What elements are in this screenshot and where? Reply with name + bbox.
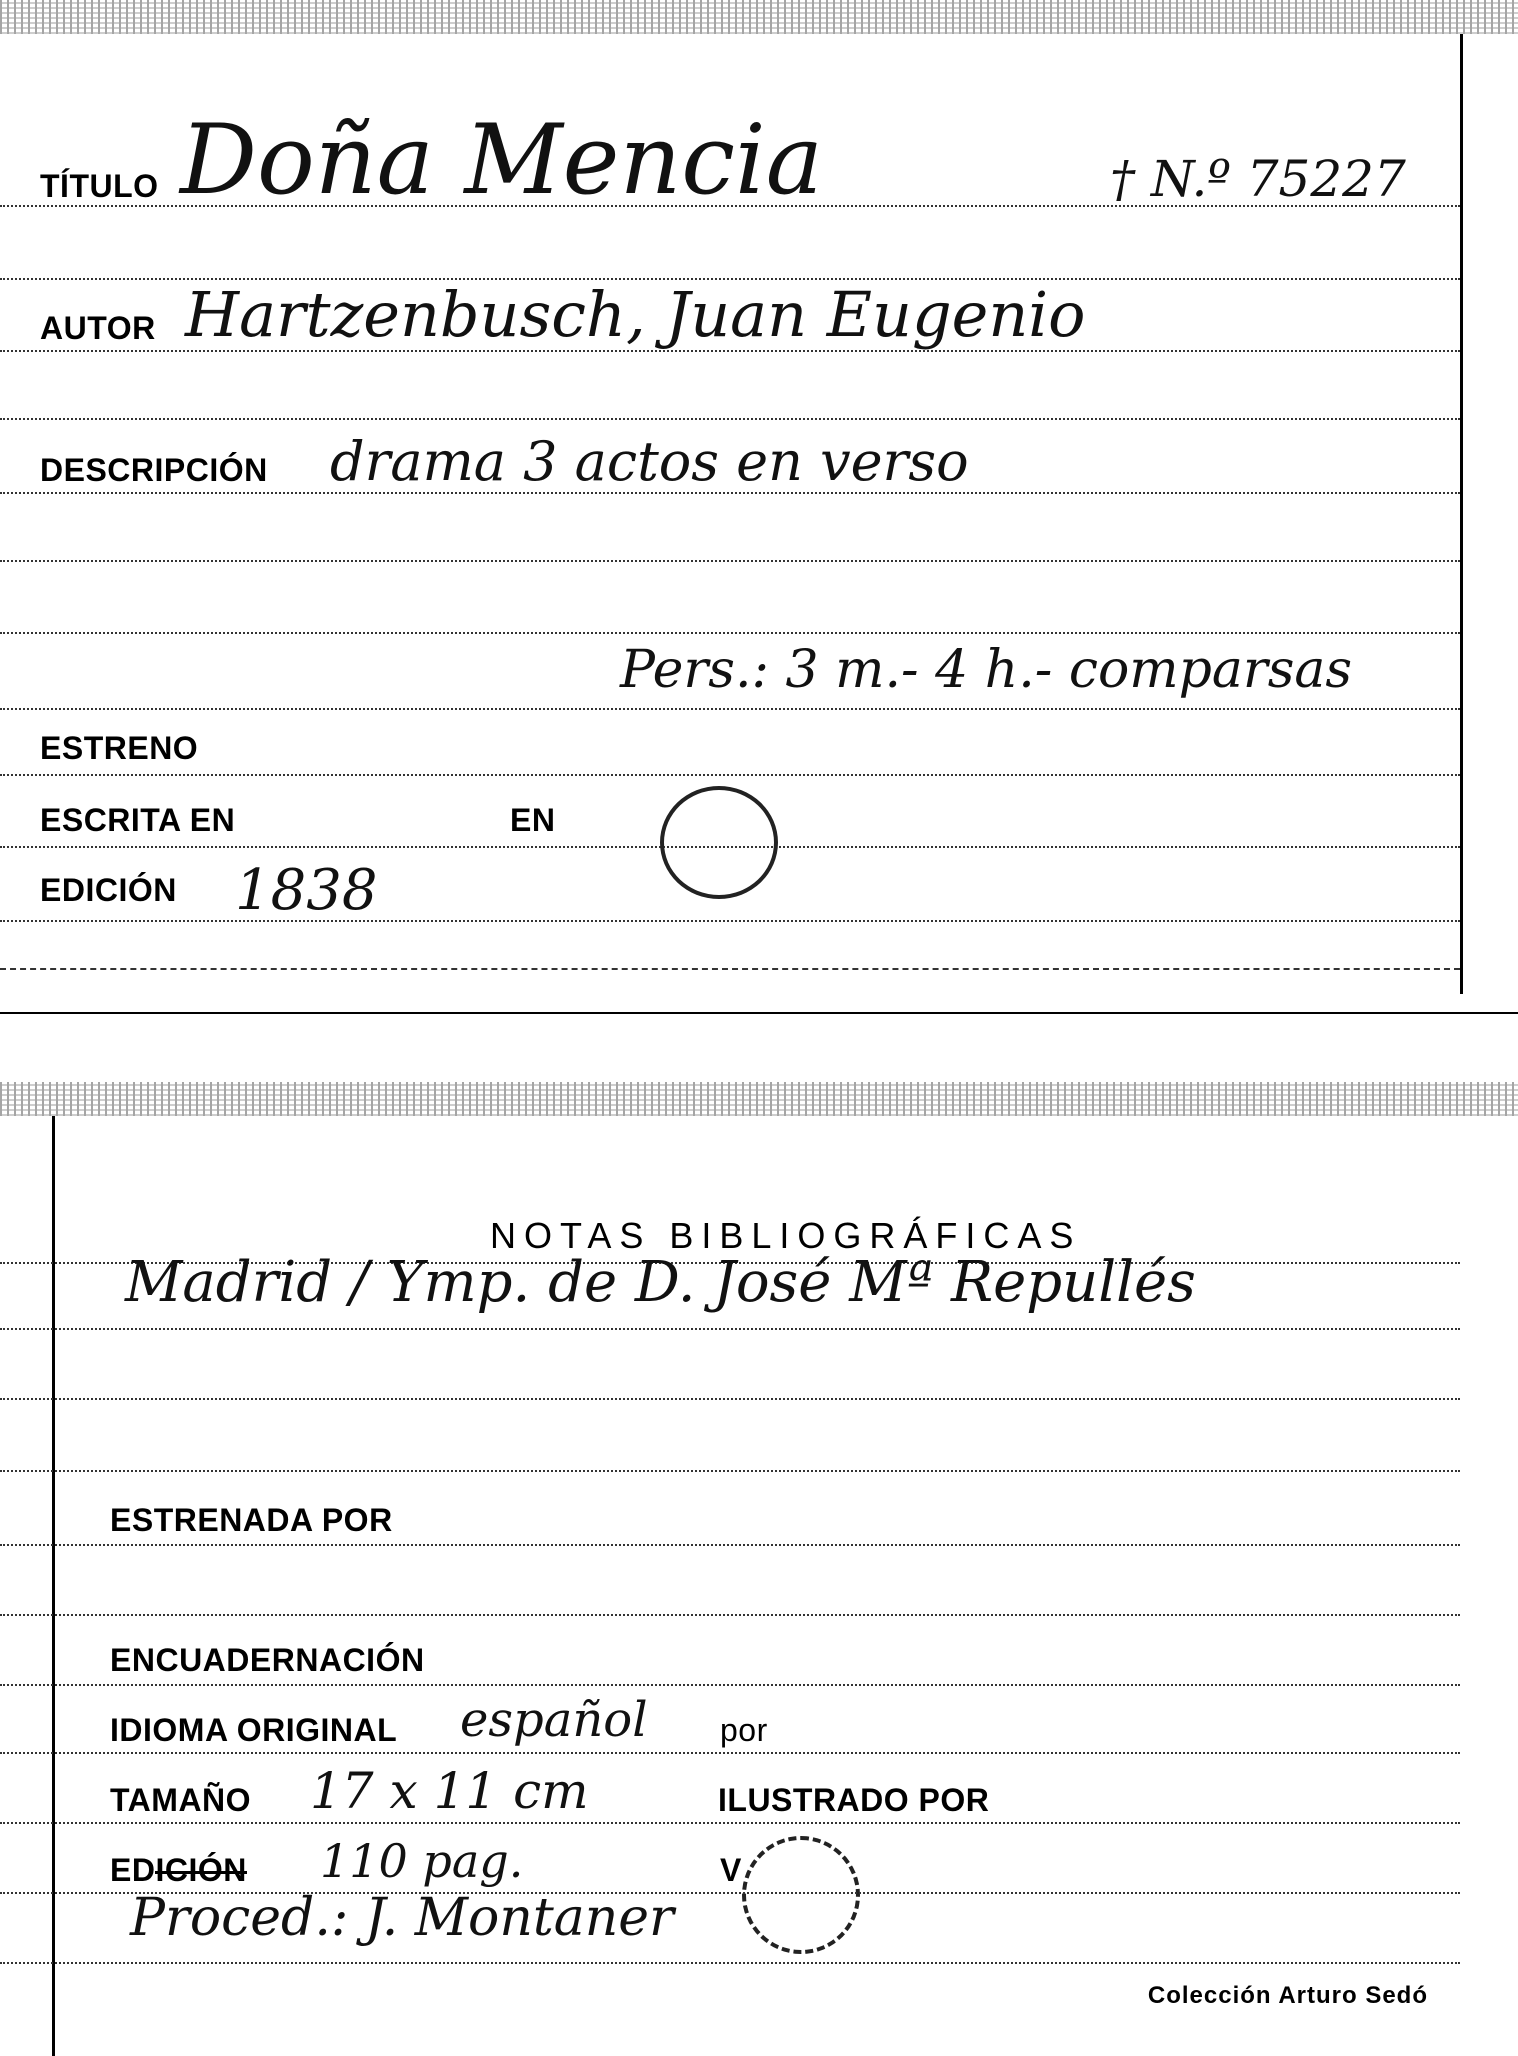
rule-line xyxy=(0,418,1460,420)
rule-line xyxy=(0,632,1460,634)
rule-line xyxy=(0,1684,1460,1686)
estreno-label: ESTRENO xyxy=(40,730,199,766)
edicion-bottom-value: 110 pag. xyxy=(320,1834,524,1888)
collection-credit: Colección Arturo Sedó xyxy=(1147,1982,1428,2009)
notas-heading: NOTAS BIBLIOGRÁFICAS xyxy=(490,1215,1082,1256)
estrenada-label: ESTRENADA POR xyxy=(110,1502,393,1538)
autor-label: AUTOR xyxy=(40,310,156,346)
notas-value: Madrid / Ymp. de D. José Mª Repullés xyxy=(125,1250,1196,1315)
por-label: por xyxy=(720,1712,768,1748)
titulo-label: TÍTULO xyxy=(40,168,159,204)
descripcion-label: DESCRIPCIÓN xyxy=(40,452,268,488)
rule-line xyxy=(0,1470,1460,1472)
tamano-label: TAMAÑO xyxy=(110,1782,252,1818)
edicion-label: EDICIÓN xyxy=(40,872,177,908)
edicion-value: 1838 xyxy=(235,858,378,923)
rule-line xyxy=(0,708,1460,710)
v-label: V xyxy=(720,1852,742,1888)
titulo-value: Doña Mencia xyxy=(180,104,823,216)
rule-line xyxy=(0,350,1460,352)
rule-line xyxy=(0,920,1460,922)
rule-line xyxy=(0,1398,1460,1400)
rule-line xyxy=(0,1328,1460,1330)
idioma-label: IDIOMA ORIGINAL xyxy=(110,1712,398,1748)
catalog-number: † N.º 75227 xyxy=(1110,150,1406,208)
card-separator xyxy=(0,1012,1518,1014)
rule-line xyxy=(0,1752,1460,1754)
edicion-bottom-label: EDICIÓN xyxy=(110,1852,247,1888)
descripcion-value: drama 3 actos en verso xyxy=(330,430,969,493)
en-label: EN xyxy=(510,802,556,838)
procedencia-value: Proced.: J. Montaner xyxy=(130,1888,674,1948)
rule-line xyxy=(0,1614,1460,1616)
escrita-en-label: ESCRITA EN xyxy=(40,802,236,838)
rule-line xyxy=(0,1822,1460,1824)
scan-noise-border xyxy=(0,0,1518,34)
ilustrado-label: ILUSTRADO POR xyxy=(718,1782,990,1818)
rule-line xyxy=(0,774,1460,776)
scan-noise-border xyxy=(0,1082,1518,1116)
catalog-card-front xyxy=(0,0,1518,1010)
rule-line xyxy=(0,492,1460,494)
card-right-edge xyxy=(1460,34,1463,994)
idioma-value: español xyxy=(460,1692,648,1748)
encuadernacion-label: ENCUADERNACIÓN xyxy=(110,1642,425,1678)
autor-value: Hartzenbusch, Juan Eugenio xyxy=(185,278,1086,351)
rule-line xyxy=(0,205,1460,207)
personajes-value: Pers.: 3 m.- 4 h.- comparsas xyxy=(620,640,1353,700)
card-left-edge xyxy=(52,1116,55,2056)
punch-hole-stamp xyxy=(742,1836,860,1954)
rule-line xyxy=(0,968,1460,970)
rule-line xyxy=(0,1544,1460,1546)
rule-line xyxy=(0,560,1460,562)
punch-hole-stamp xyxy=(660,786,778,899)
rule-line xyxy=(0,1962,1460,1964)
tamano-value: 17 x 11 cm xyxy=(310,1762,589,1820)
